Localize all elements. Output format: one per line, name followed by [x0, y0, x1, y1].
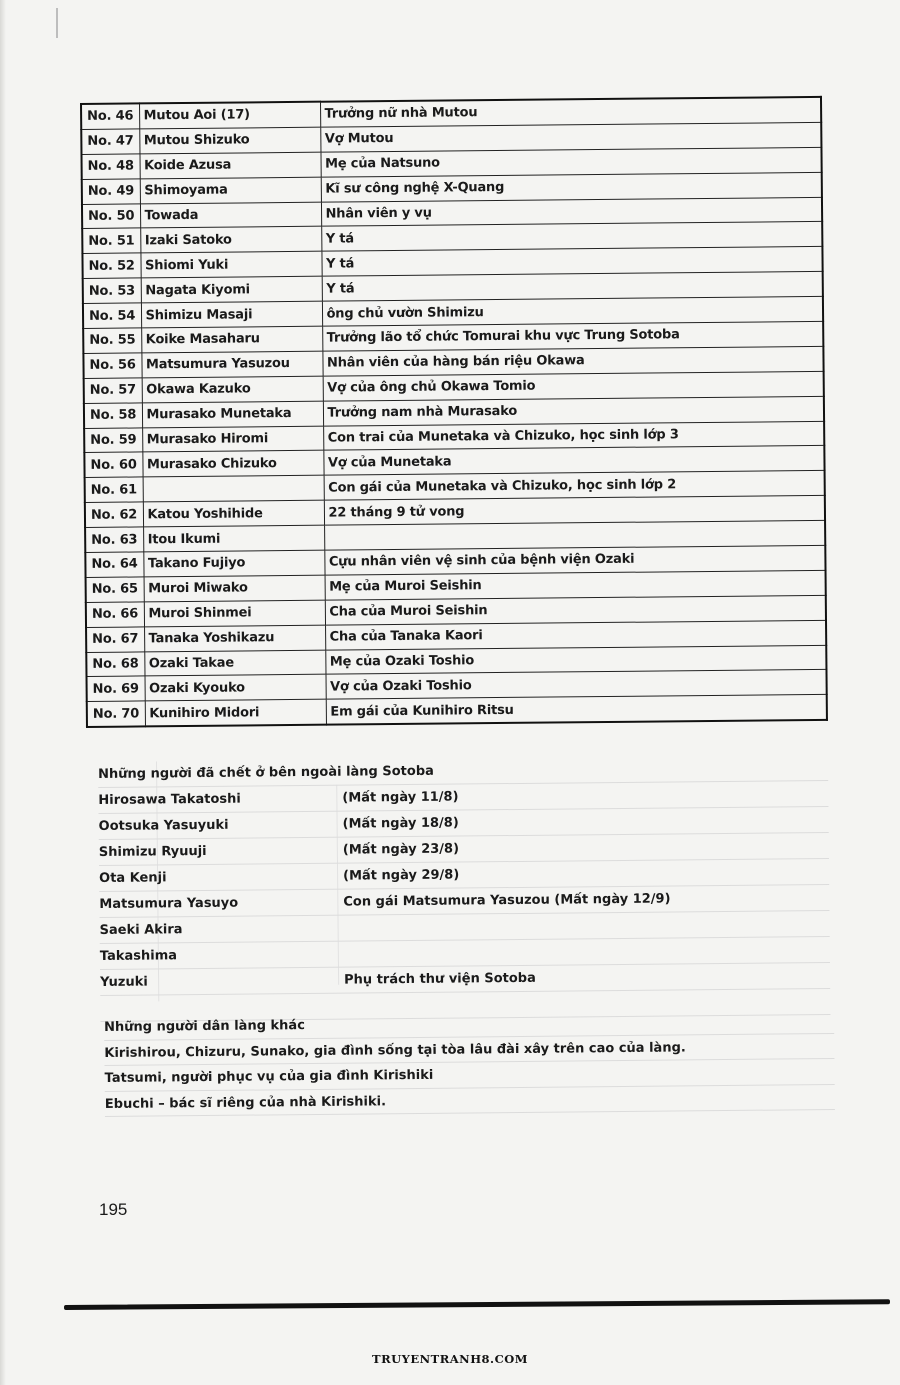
description-cell: Em gái của Kunihiro Ritsu — [326, 695, 827, 725]
name-cell: Shimoyama — [140, 177, 321, 204]
footer-rule — [64, 1299, 890, 1310]
page-edge — [0, 0, 6, 1385]
number-cell: No. 54 — [83, 303, 141, 328]
person-name: Shimizu Ryuuji — [98, 843, 207, 860]
number-cell: No. 70 — [87, 701, 145, 727]
person-name: Yuzuki — [100, 974, 148, 990]
section-heading: Những người đã chết ở bên ngoài làng Sotoba — [98, 763, 434, 782]
name-cell: Izaki Satoko — [140, 227, 321, 254]
description-cell: ông chủ vườn Shimizu — [322, 297, 823, 327]
description-cell: Trưởng lão tổ chức Tomurai khu vực Trung Sotoba — [322, 321, 823, 351]
number-cell: No. 63 — [85, 527, 143, 552]
number-cell: No. 46 — [81, 103, 139, 129]
number-cell: No. 56 — [83, 353, 141, 378]
number-cell: No. 62 — [85, 502, 143, 527]
number-cell: No. 61 — [85, 477, 143, 502]
person-note: (Mất ngày 11/8) — [342, 789, 459, 806]
description-cell: Mẹ của Ozaki Toshio — [325, 645, 826, 675]
corner-mark — [56, 8, 58, 38]
description-cell: Trưởng nữ nhà Mutou — [320, 97, 821, 127]
villager-line: Ebuchi – bác sĩ riêng của nhà Kirishiki. — [104, 1093, 387, 1112]
number-cell: No. 55 — [83, 328, 141, 353]
person-note: Con gái Matsumura Yasuzou (Mất ngày 12/9) — [343, 891, 671, 910]
description-cell: Nhân viên của hàng bán riệu Okawa — [322, 346, 823, 376]
person-name: Saeki Akira — [99, 922, 183, 938]
name-cell: Tanaka Yoshikazu — [144, 625, 325, 652]
name-cell: Koike Masaharu — [141, 326, 322, 353]
description-cell: Con gái của Munetaka và Chizuko, học sinh lớp 2 — [324, 471, 825, 501]
description-cell: Kĩ sư công nghệ X-Quang — [321, 172, 822, 202]
number-cell: No. 51 — [82, 228, 140, 253]
number-cell: No. 58 — [84, 403, 142, 428]
villager-line: Kirishirou, Chizuru, Sunako, gia đình sống tại tòa lâu đài xây trên cao của làng. — [104, 1039, 686, 1061]
number-cell: No. 52 — [82, 253, 140, 278]
name-cell: Shiomi Yuki — [140, 252, 321, 279]
name-cell: Ozaki Takae — [144, 650, 325, 677]
name-cell: Takano Fujiyo — [143, 550, 324, 577]
other-villagers-section — [104, 1008, 835, 1117]
name-cell: Nagata Kiyomi — [141, 276, 322, 303]
name-cell — [143, 476, 324, 503]
name-cell: Murasako Munetaka — [142, 401, 323, 428]
name-cell: Towada — [140, 202, 321, 229]
number-cell: No. 57 — [84, 378, 142, 403]
number-cell: No. 69 — [87, 676, 145, 701]
outside-deaths-list — [98, 781, 830, 1022]
person-note: (Mất ngày 29/8) — [343, 867, 460, 884]
number-cell: No. 48 — [81, 154, 139, 179]
person-note: Phụ trách thư viện Sotoba — [344, 970, 536, 988]
person-name: Matsumura Yasuyo — [99, 895, 239, 912]
name-cell: Okawa Kazuko — [142, 376, 323, 403]
character-table — [80, 96, 828, 728]
name-cell: Itou Ikumi — [143, 525, 324, 552]
character-table-wrapper — [80, 96, 826, 728]
person-note: (Mất ngày 23/8) — [342, 841, 460, 858]
description-cell: Y tá — [322, 272, 823, 302]
person-name: Hirosawa Takatoshi — [98, 791, 241, 808]
name-cell: Ozaki Kyouko — [145, 675, 326, 702]
number-cell: No. 68 — [86, 652, 144, 677]
number-cell: No. 49 — [82, 179, 140, 204]
description-cell: 22 tháng 9 tử vong — [324, 496, 825, 526]
name-cell: Muroi Miwako — [144, 575, 325, 602]
description-cell: Mẹ của Natsuno — [320, 147, 821, 177]
character-table-body — [81, 97, 827, 727]
number-cell: No. 67 — [86, 627, 144, 652]
description-cell: Trưởng nam nhà Murasako — [323, 396, 824, 426]
name-cell: Mutou Aoi (17) — [139, 102, 320, 129]
villager-line: Tatsumi, người phục vụ của gia đình Kirishiki — [104, 1067, 434, 1086]
description-cell: Y tá — [321, 222, 822, 252]
name-cell: Kunihiro Midori — [145, 700, 326, 727]
description-cell: Vợ của ông chủ Okawa Tomio — [323, 371, 824, 401]
outside-deaths-section — [98, 755, 830, 1022]
number-cell: No. 53 — [83, 278, 141, 303]
name-cell: Mutou Shizuko — [139, 127, 320, 154]
description-cell: Con trai của Munetaka và Chizuko, học sinh lớp 3 — [323, 421, 824, 451]
number-cell: No. 50 — [82, 203, 140, 228]
description-cell: Nhân viên y vụ — [321, 197, 822, 227]
person-name: Ota Kenji — [99, 870, 167, 886]
number-cell: No. 60 — [84, 452, 142, 477]
description-cell: Vợ của Ozaki Toshio — [325, 670, 826, 700]
person-note: (Mất ngày 18/8) — [342, 815, 459, 832]
description-cell: Cha của Muroi Seishin — [325, 595, 826, 625]
description-cell: Cựu nhân viên vệ sinh của bệnh viện Ozaki — [324, 545, 825, 575]
person-name: Takashima — [99, 948, 178, 964]
person-name: Ootsuka Yasuyuki — [98, 817, 229, 834]
description-cell: Cha của Tanaka Kaori — [325, 620, 826, 650]
description-cell: Vợ của Munetaka — [323, 446, 824, 476]
number-cell: No. 65 — [86, 577, 144, 602]
description-cell: Y tá — [321, 247, 822, 277]
number-cell: No. 59 — [84, 427, 142, 452]
other-villagers-list — [104, 1033, 835, 1117]
name-cell: Murasako Hiromi — [142, 426, 323, 453]
site-watermark: TRUYENTRANH8.COM — [372, 1352, 528, 1366]
name-cell: Shimizu Masaji — [141, 301, 322, 328]
name-cell: Murasako Chizuko — [142, 451, 323, 478]
number-cell: No. 64 — [85, 552, 143, 577]
number-cell: No. 47 — [81, 129, 139, 154]
description-cell: Vợ Mutou — [320, 122, 821, 152]
name-cell: Matsumura Yasuzou — [141, 351, 322, 378]
name-cell: Muroi Shinmei — [144, 600, 325, 627]
section-heading: Những người dân làng khác — [104, 1018, 305, 1035]
description-cell: Mẹ của Muroi Seishin — [325, 570, 826, 600]
page-number: 195 — [99, 1200, 128, 1219]
name-cell: Koide Azusa — [139, 152, 320, 179]
name-cell: Katou Yoshihide — [143, 500, 324, 527]
number-cell: No. 66 — [86, 602, 144, 627]
